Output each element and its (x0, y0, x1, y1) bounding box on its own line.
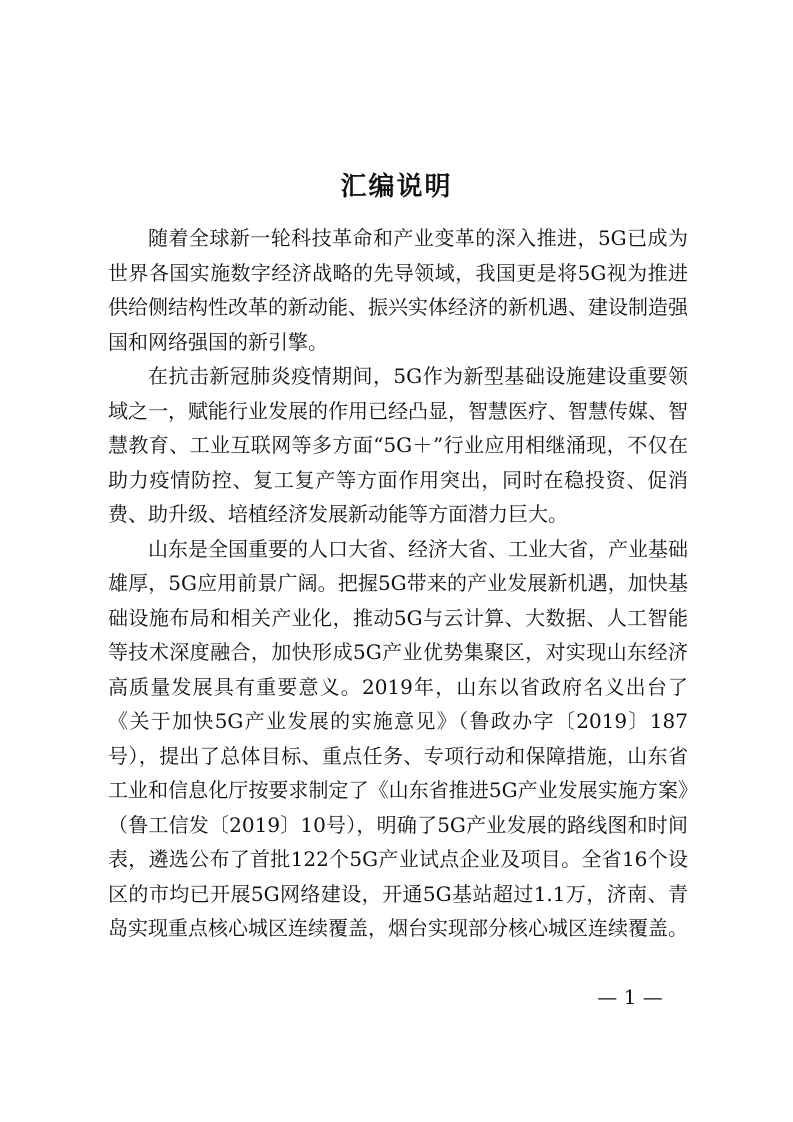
paragraph-1: 随着全球新一轮科技革命和产业变革的深入推进，5G已成为世界各国实施数字经济战略的先导领域，我国更是将5G视为推进供给侧结构性改革的新动能、振兴实体经济的新机遇、建设制造强国和网络强国的新引擎。 (108, 226, 688, 354)
page-number: — 1 — (597, 985, 663, 1009)
document-body (108, 221, 688, 946)
paragraph-3: 山东是全国重要的人口大省、经济大省、工业大省，产业基础雄厚，5G应用前景广阔。把握5G带来的产业发展新机遇，加快基础设施布局和相关产业化，推动5G与云计算、大数据、人工智能等技术深度融合，加快形成5G产业优势集聚区，对实现山东经济高质量发展具有重要意义。2019年，山东以省政府名义出台了《关于加快5G产业发展的实施意见》（鲁政办字〔2019〕187号），提出了总体目标、重点任务、专项行动和保障措施，山东省工业和信息化厅按要求制定了《山东省推进5G产业发展实施方案》（鲁工信发〔2019〕10号），明确了5G产业发展的路线图和时间表，遴选公布了首批122个5G产业试点企业及项目。全省16个设区的市均已开展5G网络建设，开通5G基站超过1.1万，济南、青岛实现重点核心城区连续覆盖，烟台实现部分核心城区连续覆盖。 (108, 536, 688, 940)
page-title: 汇编说明 (340, 172, 453, 203)
paragraph-2: 在抗击新冠肺炎疫情期间，5G作为新型基础设施建设重要领域之一，赋能行业发展的作用已经凸显，智慧医疗、智慧传媒、智慧教育、工业互联网等多方面“5G＋”行业应用相继涌现，不仅在助力疫情防控、复工复产等方面作用突出，同时在稳投资、促消费、助升级、培植经济发展新动能等方面潜力巨大。 (108, 364, 688, 526)
